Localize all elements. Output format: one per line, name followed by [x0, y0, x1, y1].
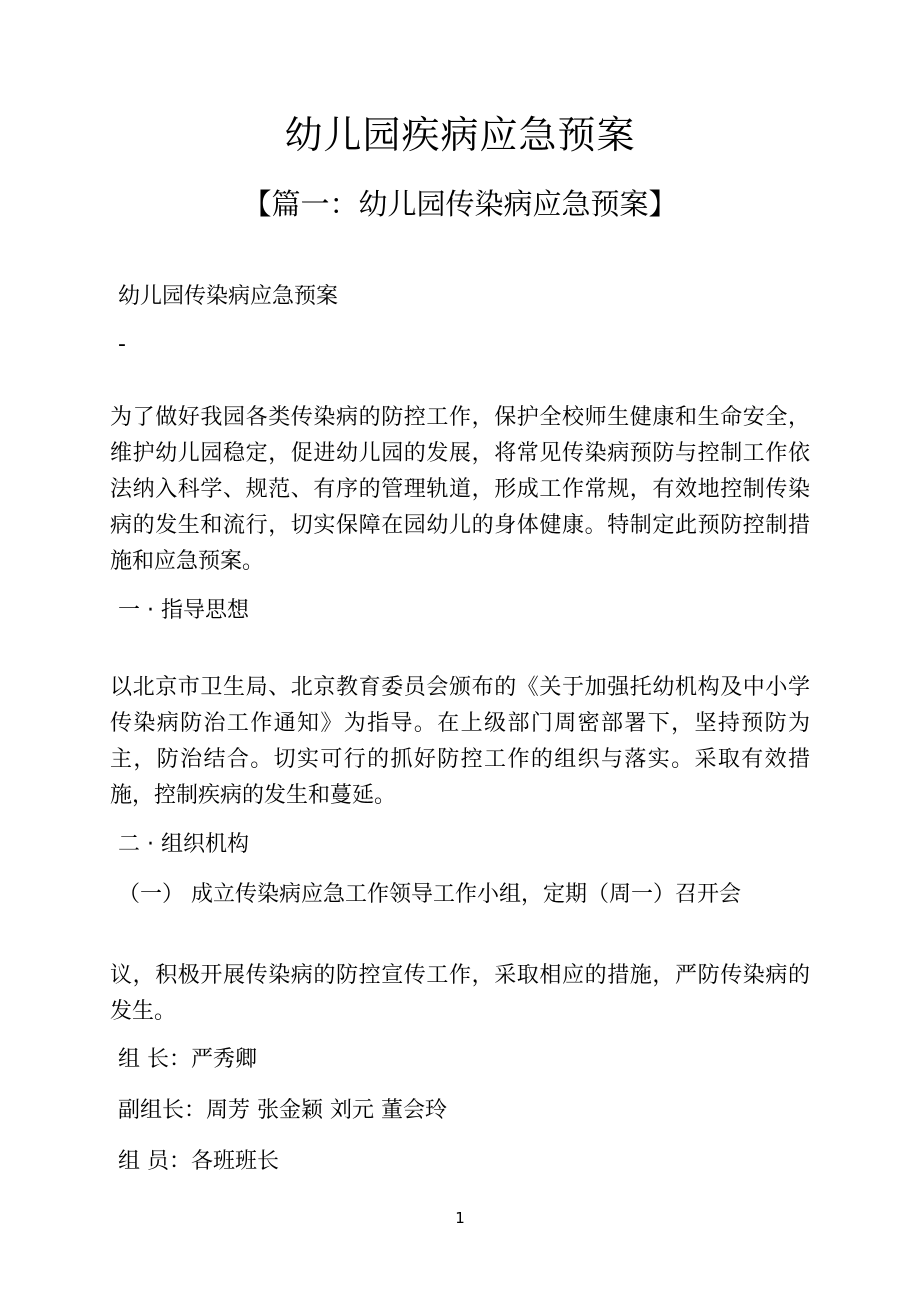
section1-heading: 一 · 指导思想: [118, 598, 249, 623]
document-title: 幼儿园疾病应急预案: [284, 113, 636, 157]
members-line: 组 员：各班班长: [118, 1149, 279, 1174]
deputy-leader-line: 副组长：周芳 张金颖 刘元 董会玲: [118, 1098, 447, 1123]
dash-separator: -: [118, 332, 126, 357]
intro-paragraph: 为了做好我园各类传染病的防控工作，保护全校师生健康和生命安全，维护幼儿园稳定，促进幼儿园的发展，将常见传染病预防与控制工作依法纳入科学、规范、有序的管理轨道，形成工作常规，有效地控制传染病的发生和流行，切实保障在园幼儿的身体健康。特制定此预防控制措施和应急预案。: [110, 405, 810, 574]
leader-line: 组 长：严秀卿: [118, 1047, 257, 1072]
section2-subitem: （一） 成立传染病应急工作领导工作小组，定期（周一）召开会: [118, 882, 741, 907]
section2-heading: 二 · 组织机构: [118, 832, 249, 857]
document-subtitle: 【篇一：幼儿园传染病应急预案】: [242, 187, 678, 221]
section-heading: 幼儿园传染病应急预案: [118, 284, 339, 309]
section1-paragraph: 以北京市卫生局、北京教育委员会颁布的《关于加强托幼机构及中小学传染病防治工作通知》为指导。在上级部门周密部署下，坚持预防为主，防治结合。切实可行的抓好防控工作的组织与落实。采取有效措施，控制疾病的发生和蔓延。: [110, 675, 810, 808]
page-number: 1: [455, 1209, 465, 1227]
section2-subitem-continuation: 议，积极开展传染病的防控宣传工作，采取相应的措施，严防传染病的发生。: [110, 963, 810, 1024]
